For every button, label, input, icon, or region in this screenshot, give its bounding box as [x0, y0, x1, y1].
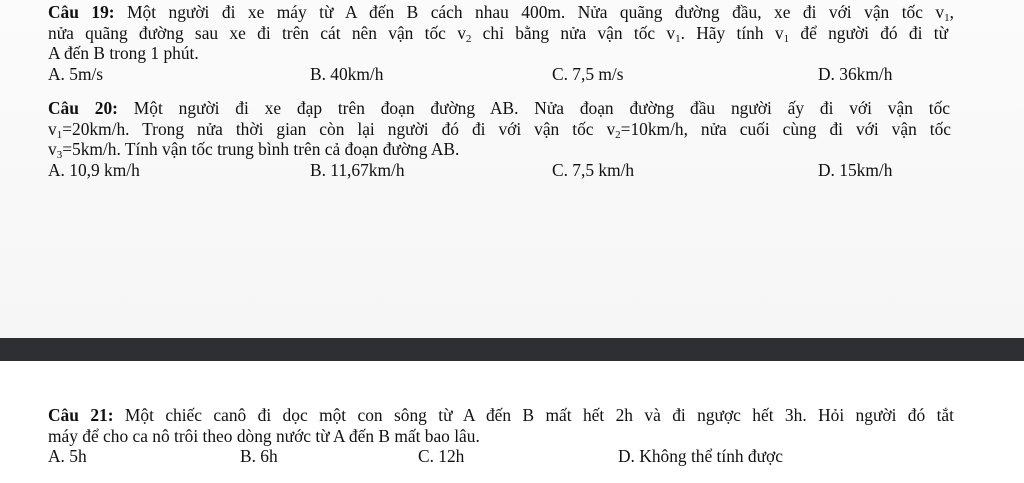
question-19-line-1: Câu 19: Một người đi xe máy từ A đến B cách nhau 400m. Nửa quãng đường đầu, xe đi với vận tốc $v_1$,	[48, 2, 954, 24]
question-20-option-b: B. 11,67km/h	[310, 159, 405, 180]
question-21-line-1: Câu 21: Một chiếc canô đi dọc một con sông từ A đến B mất hết 2h và đi ngược hết 3h. Hỏi người đó tắt	[48, 405, 954, 425]
question-20-line-3: $v_3=5km/h$. Tính vận tốc trung bình trên cả đoạn đường AB.	[48, 139, 460, 162]
question-20-number: Câu 20:	[48, 98, 118, 118]
question-21-option-d: D. Không thể tính được	[618, 446, 783, 467]
question-19-option-d: D. 36km/h	[818, 63, 893, 84]
question-21-option-a: A. 5h	[48, 446, 87, 467]
question-19-line-3: A đến B trong 1 phút.	[48, 43, 199, 64]
question-19-number: Câu 19:	[48, 2, 115, 22]
question-21-options	[48, 446, 958, 467]
question-20	[48, 98, 958, 180]
question-19-line-2: nửa quãng đường sau xe đi trên cát nên vận tốc $v_2$ chỉ bằng nửa vận tốc $v_1$. Hãy tính $v_1$ để người đó đi từ	[48, 22, 948, 45]
question-19-option-c: C. 7,5 m/s	[552, 63, 624, 84]
question-21	[48, 405, 958, 467]
question-19	[48, 2, 958, 84]
question-20-line-2: $v_1=20km/h$. Trong nửa thời gian còn lại người đó đi với vận tốc $v_2=10km/h$, nửa cuối cùng đi với vận tốc	[48, 118, 951, 141]
page-break-divider	[0, 338, 1024, 361]
question-19-option-b: B. 40km/h	[310, 63, 384, 84]
question-21-option-c: C. 12h	[418, 446, 465, 467]
question-20-line-1: Câu 20: Một người đi xe đạp trên đoạn đường AB. Nửa đoạn đường đầu người ấy đi với vận tốc	[48, 98, 950, 118]
question-19-options	[48, 64, 958, 85]
question-21-line-2: máy để cho ca nô trôi theo dòng nước từ A đến B mất bao lâu.	[48, 425, 480, 446]
document-page-bottom	[0, 361, 1024, 483]
question-20-option-d: D. 15km/h	[818, 159, 893, 180]
question-20-option-c: C. 7,5 km/h	[552, 159, 635, 180]
question-20-options	[48, 160, 958, 181]
question-20-option-a: A. 10,9 km/h	[48, 159, 140, 180]
question-19-option-a: A. 5m/s	[48, 63, 104, 84]
question-21-option-b: B. 6h	[240, 446, 278, 467]
question-21-number: Câu 21:	[48, 405, 114, 425]
